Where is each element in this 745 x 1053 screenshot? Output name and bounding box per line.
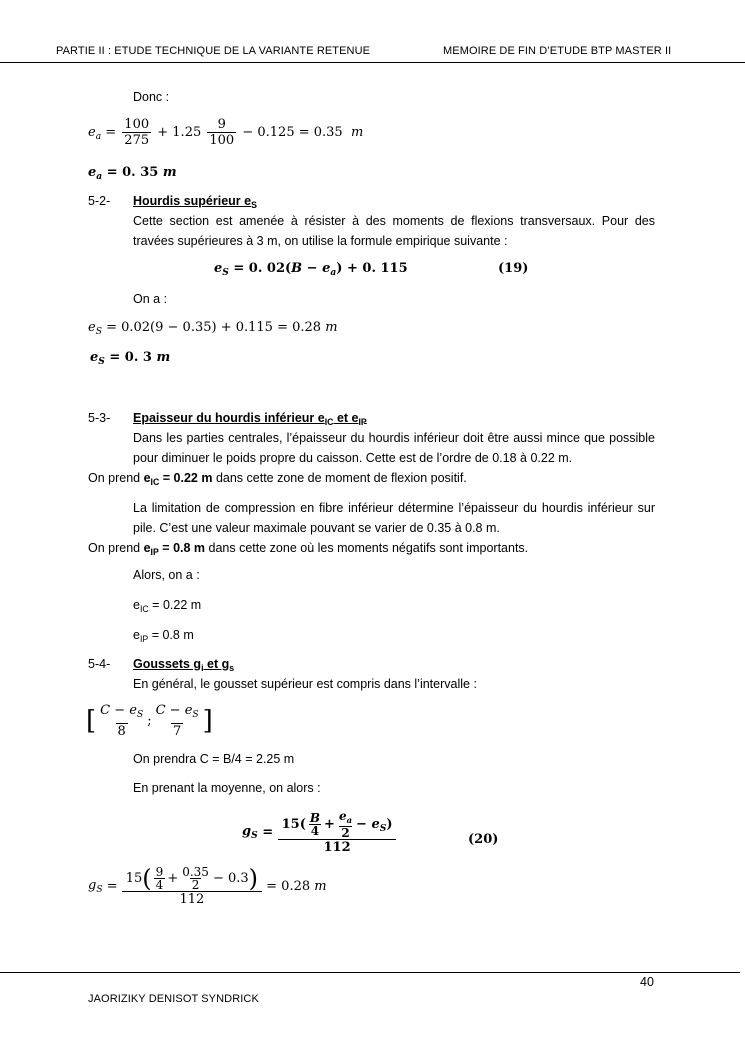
section-5-3-paragraph-1: Dans les parties centrales, l’épaisseur du hourdis inférieur doit être aussi mince que possible pour diminuer le poids propre du caisson. Cette est de l’ordre de 0.18 à 0.22 m. On prend $e_{IC} = 0.22$ m dans cette zone de moment de flexion positif. — [88, 431, 655, 487]
section-5-3-number: 5-3- — [88, 411, 111, 425]
equation-number-19: (19) — [498, 261, 529, 276]
alors-label: Alors, on a : — [133, 568, 200, 582]
interval-expression: [ $\frac{C - e_S}{8}$ ; $\frac{C - e_S}{7}$ ] — [86, 703, 213, 739]
section-5-4-title: Goussets $g_i$ et $g_s$ — [133, 657, 235, 673]
prendra-line: On prendra C = B/4 = 2.25 m — [133, 752, 295, 766]
header-right: MEMOIRE DE FIN D’ETUDE BTP MASTER II — [443, 45, 672, 57]
section-5-3-paragraph-2: La limitation de compression en fibre inférieur détermine l’épaisseur du hourdis inférieur sur pile. C’est une valeur maximale pouvant se varier de 0.35 à 0.8 m. On prend $e_{IP} = 0.8$ m dans cette zone où les moments négatifs sont importants. — [88, 501, 655, 557]
section-5-2-paragraph: Cette section est amenée à résister à des moments de flexions transversaux. Pour des travées supérieures à 3 m, on utilise la formule empirique suivante : — [133, 214, 655, 248]
section-5-4-number: 5-4- — [88, 657, 111, 671]
donc-label: Donc : — [133, 90, 170, 104]
ea-result: $e_a = 0$. 35 m — [88, 165, 177, 182]
equation-number-20: (20) — [468, 832, 499, 847]
section-5-2-title: Hourdis supérieur $e_S$ — [133, 194, 257, 210]
eic-value: $e_{IC} = 0.22$ m — [133, 598, 202, 614]
header-left: PARTIE II : ETUDE TECHNIQUE DE LA VARIANTE RETENUE — [56, 45, 371, 57]
gs-calculation: $g_S$ = 15( $\frac{9}{4}$ + $\frac{0.35}{2}$ − 0.3) 112 = 0.28 m — [88, 864, 327, 907]
ea-calculation: $e_a$ = $\frac{100}{275}$ + 1.25 $\frac{9}{100}$ − 0.125 = 0.35 m — [88, 117, 364, 148]
on-a-label: On a : — [133, 292, 168, 306]
section-5-3-title: Epaisseur du hourdis inférieur $e_{IC}$ et $e_{IP}$ — [133, 411, 367, 427]
header-rule — [0, 62, 745, 63]
formula-20: $g_S$ = 15( $\frac{B}{4}$ + $\frac{e_a}{2}$ − $e_S$) 112 — [242, 810, 396, 855]
es-result: $e_S = 0$. 3 m — [90, 350, 171, 367]
section-5-4-paragraph: En général, le gousset supérieur est compris dans l’intervalle : — [133, 677, 477, 691]
footer-rule — [0, 972, 740, 973]
eip-value: $e_{IP} = 0.8$ m — [133, 628, 194, 644]
es-calculation: $e_S = 0.02(9 - 0.35) + 0.115 = 0.28$ m — [88, 320, 338, 337]
moyenne-line: En prenant la moyenne, on alors : — [133, 781, 321, 795]
footer-author: JAORIZIKY DENISOT SYNDRICK — [88, 993, 259, 1005]
page-number: 40 — [640, 975, 654, 989]
formula-19: $e_S = 0$. $02(B - e_a) + 0$. 115 — [214, 261, 408, 278]
section-5-2-number: 5-2- — [88, 194, 111, 208]
